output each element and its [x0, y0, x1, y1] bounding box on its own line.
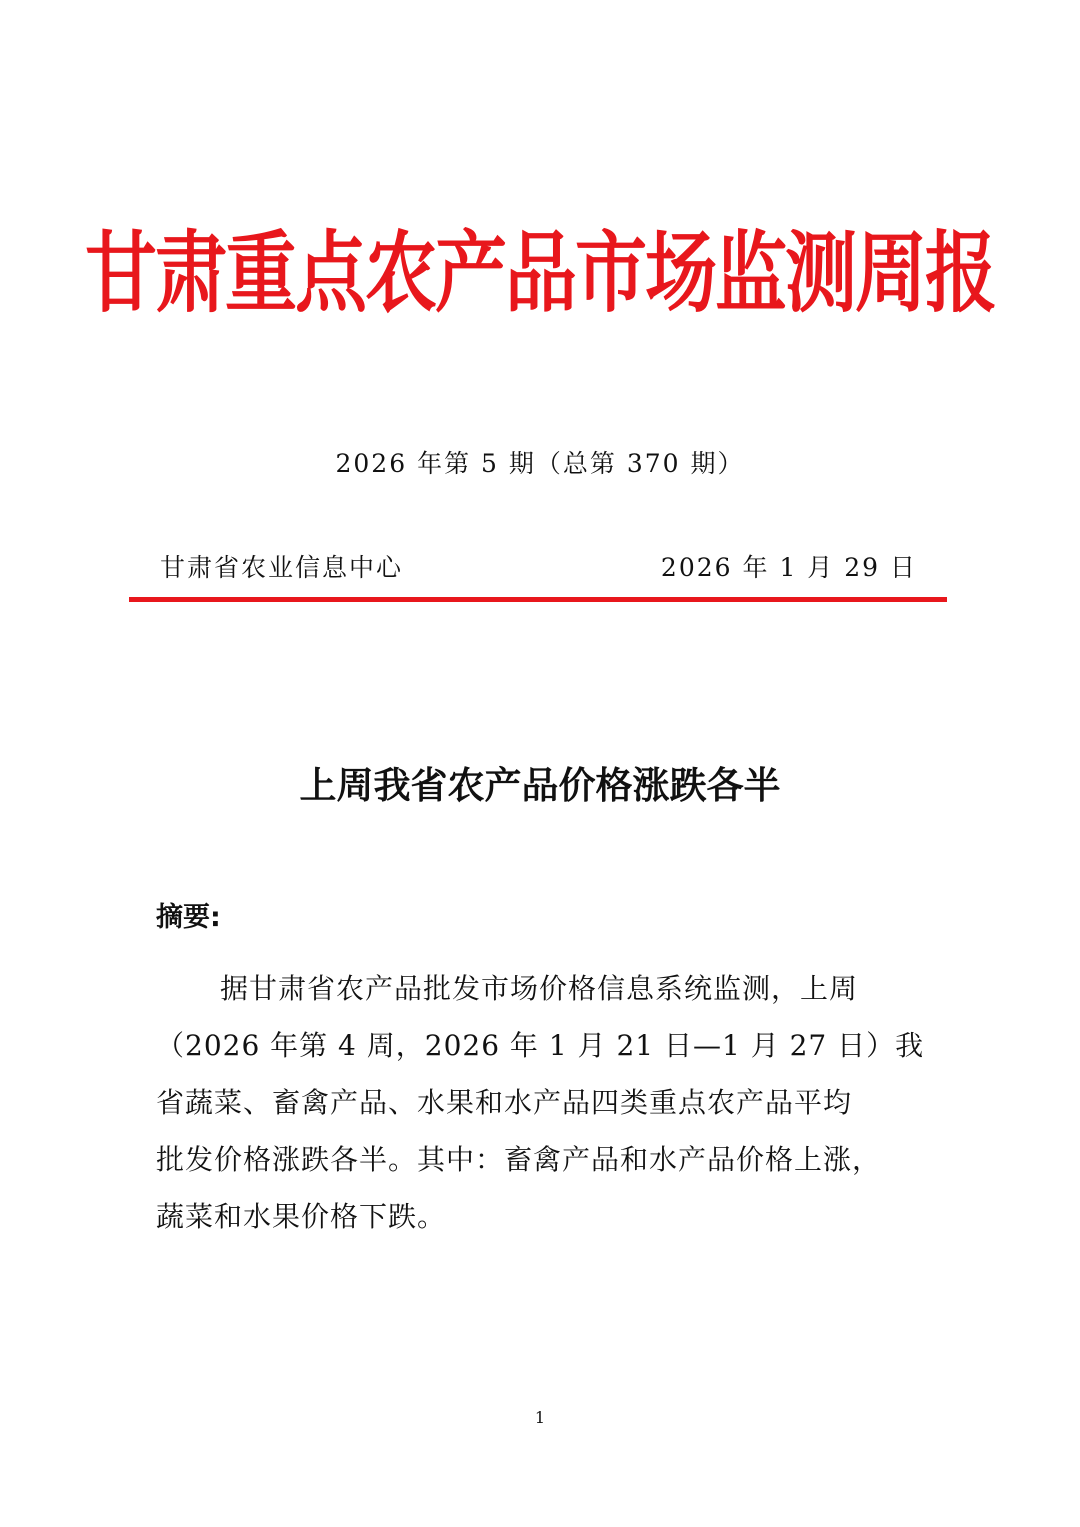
abstract-line: 批发价格涨跌各半。其中：畜禽产品和水产品价格上涨， — [156, 1143, 882, 1176]
abstract-line: 蔬菜和水果价格下跌。 — [156, 1200, 447, 1233]
abstract-label: 摘要: — [156, 902, 221, 933]
header-divider — [129, 597, 947, 602]
publish-date: 2026 年 1 月 29 日 — [660, 553, 917, 582]
abstract-body — [156, 960, 936, 1245]
publisher: 甘肃省农业信息中心 — [160, 553, 404, 582]
abstract-line: （2026 年第 4 周，2026 年 1 月 21 日—1 月 27 日）我 — [156, 1029, 925, 1062]
report-masthead-title: 甘肃重点农产品市场监测周报 — [84, 220, 995, 325]
issue-number: 2026 年第 5 期（总第 370 期） — [335, 449, 745, 478]
article-title: 上周我省农产品价格涨跌各半 — [299, 764, 781, 807]
page-number: 1 — [534, 1408, 546, 1427]
abstract-line: 省蔬菜、畜禽产品、水果和水产品四类重点农产品平均 — [156, 1086, 853, 1119]
abstract-line: 据甘肃省农产品批发市场价格信息系统监测，上周 — [220, 972, 859, 1005]
